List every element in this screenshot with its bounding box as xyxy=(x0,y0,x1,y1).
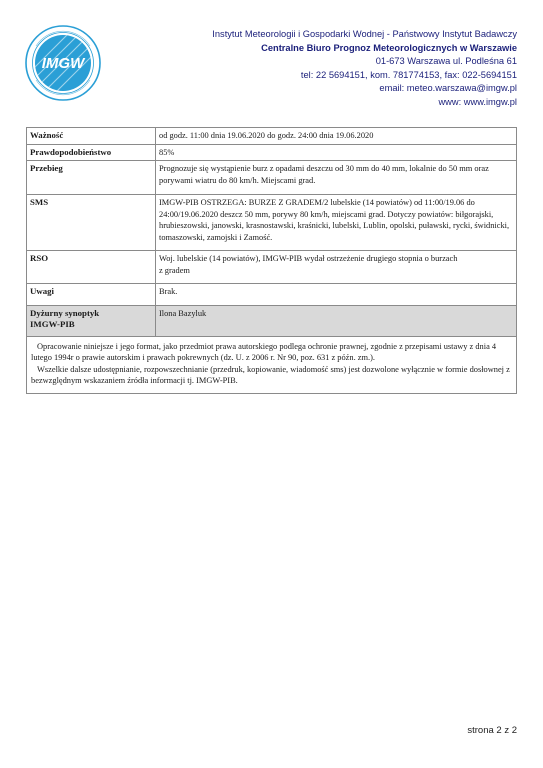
row-value-probability: 85% xyxy=(156,144,517,161)
row-value-notes: Brak. xyxy=(156,284,517,306)
table-row xyxy=(27,305,517,336)
address: 01-673 Warszawa ul. Podleśna 61 xyxy=(375,56,517,67)
row-label-probability: Prawdopodobieństwo xyxy=(27,144,156,161)
synoptic-label-line-2: IMGW-PIB xyxy=(30,319,75,329)
table-row xyxy=(27,195,517,251)
row-value-rso xyxy=(156,251,517,284)
row-label-course: Przebieg xyxy=(27,161,156,195)
phone: tel: 22 5694151, kom. 781774153, fax: 022-5694151 xyxy=(300,69,517,80)
institution-header xyxy=(187,28,517,110)
table-row xyxy=(27,144,517,161)
row-label-notes: Uwagi xyxy=(27,284,156,306)
email: email: meteo.warszawa@imgw.pl xyxy=(379,83,517,94)
page-number: strona 2 z 2 xyxy=(467,725,517,736)
row-value-validity: od godz. 11:00 dnia 19.06.2020 do godz. 24:00 dnia 19.06.2020 xyxy=(156,128,517,145)
copyright-paragraph-2: Wszelkie dalsze udostępnianie, rozpowszechnianie (przedruk, kopiowanie, wiadomość sms) jest dozwolone wyłącznie w formie dosłownej z bezwzględnym wskazaniem źródła informacji tj. IMGW-PIB. xyxy=(31,364,510,385)
website: www: www.imgw.pl xyxy=(438,96,517,107)
copyright-paragraph-1: Opracowanie niniejsze i jego format, jako przedmiot prawa autorskiego podlega ochronie prawnej, zgodnie z przepisami ustawy z dnia 4 lutego 1994r o prawie autorskim i prawach pokrewnych (dz. U. z 2006 r. Nr 90, poz. 631 z późn. zm.). xyxy=(31,341,497,362)
table-row xyxy=(27,251,517,284)
table-row xyxy=(27,128,517,145)
bureau-name: Centralne Biuro Prognoz Meteorologicznych w Warszawie xyxy=(261,42,517,53)
rso-line-1: Woj. lubelskie (14 powiatów), IMGW-PIB wydał ostrzeżenie drugiego stopnia o burzach xyxy=(159,254,458,263)
row-label-synoptic xyxy=(27,305,156,336)
synoptic-label-line-1: Dyżurny synoptyk xyxy=(30,307,100,318)
warning-table xyxy=(26,127,517,394)
table-row xyxy=(27,336,517,393)
row-value-course: Prognozuje się wystąpienie burz z opadami deszczu od 30 mm do 40 mm, lokalnie do 50 mm oraz porywami wiatru do 80 km/h. Miejscami grad. xyxy=(156,161,517,195)
copyright-notice xyxy=(27,336,517,393)
row-label-rso: RSO xyxy=(27,251,156,284)
imgw-logo-text: IMGW xyxy=(41,55,85,72)
row-value-synoptic: Ilona Bazyluk xyxy=(156,305,517,336)
row-label-validity: Ważność xyxy=(27,128,156,145)
rso-line-2: z gradem xyxy=(159,265,190,275)
imgw-logo xyxy=(24,24,102,102)
row-label-sms: SMS xyxy=(27,195,156,251)
row-value-sms: IMGW-PIB OSTRZEGA: BURZE Z GRADEM/2 lubelskie (14 powiatów) od 11:00/19.06 do 24:00/19.06.2020 deszcz 50 mm, porywy 80 km/h, miejscami grad. Dotyczy powiatów: biłgorajski, hrubieszowski, janowski, krasnostawski, kraśnicki, lubelski, Lublin, opolski, puławski, rycki, świdnicki, tomaszowski, zamojski i Zamość. xyxy=(156,195,517,251)
imgw-logo-graphic xyxy=(24,24,102,102)
institute-name: Instytut Meteorologii i Gospodarki Wodnej - Państwowy Instytut Badawczy xyxy=(212,29,517,39)
table-row xyxy=(27,284,517,306)
table-row xyxy=(27,161,517,195)
